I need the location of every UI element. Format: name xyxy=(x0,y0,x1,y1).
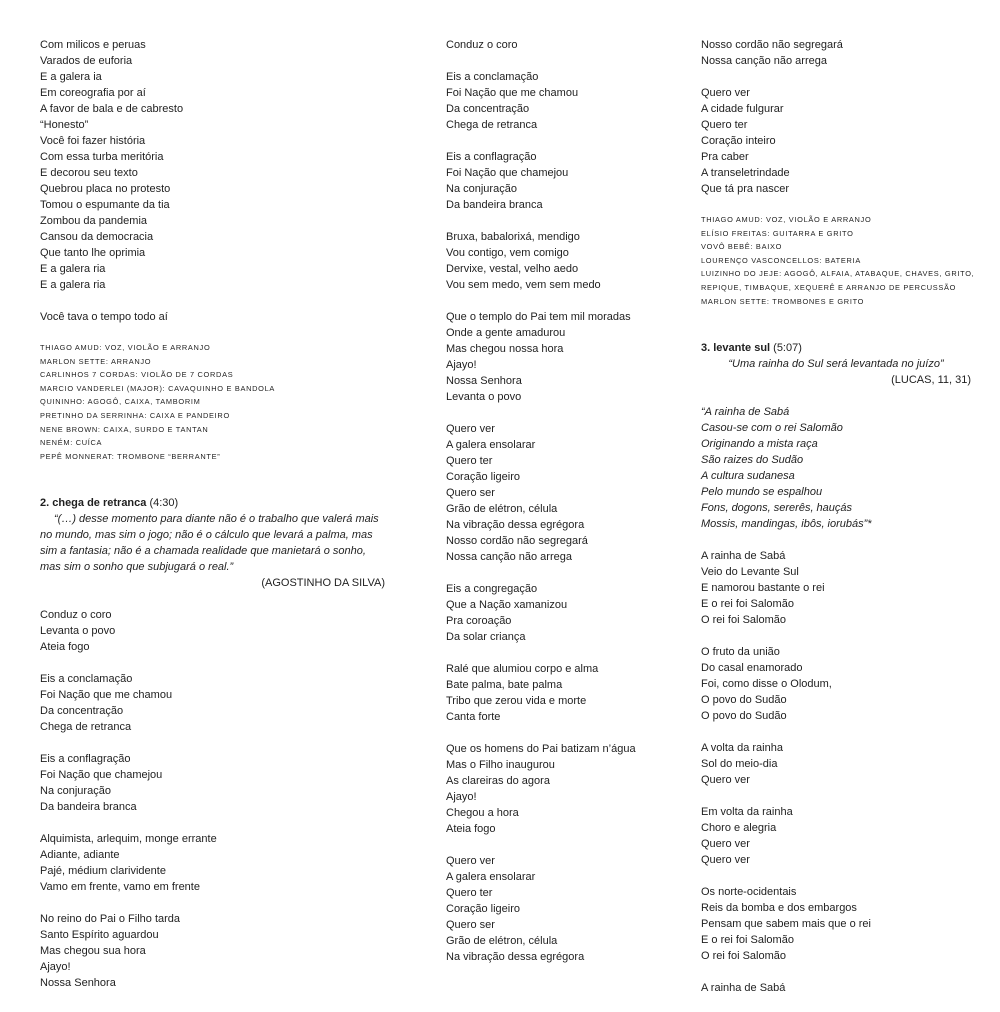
lyric-line: Nossa Senhora xyxy=(446,375,522,387)
lyric-line: Pensam que sabem mais que o rei xyxy=(701,918,871,931)
credit-line: QUININHO: AGOGÔ, CAIXA, TAMBORIM xyxy=(40,397,201,407)
lyrics-stanza xyxy=(446,309,686,405)
credit-line: THIAGO AMUD: VOZ, VIOLÃO E ARRANJO xyxy=(40,343,211,352)
lyric-line: Coração inteiro xyxy=(701,135,776,147)
lyric-line: Nosso cordão não segregará xyxy=(446,535,588,547)
lyric-line: Ajayo! xyxy=(40,961,71,974)
credit-line: MARLON SETTE: TROMBONES E GRITO xyxy=(701,296,865,306)
lyric-line: Ajayo! xyxy=(446,791,477,803)
lyric-line: Conduz o coro xyxy=(40,609,112,622)
lyric-line: Tribo que zerou vida e morte xyxy=(446,695,587,707)
lyrics-stanza xyxy=(701,740,971,788)
lyric-line: Que a Nação xamanizou xyxy=(446,599,568,611)
lyric-line: Adiante, adiante xyxy=(40,849,120,862)
epigraph-source: (LUCAS, 11, 31) xyxy=(891,374,971,387)
song-title-text: 3. levante sul xyxy=(701,342,771,355)
credit-line: PEPÊ MONNERAT: TROMBONE “BERRANTE” xyxy=(40,451,221,461)
lyric-line: Levanta o povo xyxy=(446,391,522,403)
credits-list xyxy=(40,341,385,463)
quoted-stanza xyxy=(701,404,971,532)
lyric-line: Nossa canção não arrega xyxy=(701,55,827,67)
credit-line: MARCIO VANDERLEI (MAJOR): CAVAQUINHO E BANDOLA xyxy=(40,383,276,393)
lyrics-stanza xyxy=(446,69,686,133)
lyric-line: Foi Nação que me chamou xyxy=(40,689,173,702)
lyric-line: Mas o Filho inaugurou xyxy=(446,759,555,771)
credit-line: ELÍSIO FREITAS: GUITARRA E GRITO xyxy=(701,228,854,238)
lyrics-stanza xyxy=(446,149,686,213)
lyric-line: Choro e alegria xyxy=(701,822,777,835)
credit-line: NENÉM: CUÍCA xyxy=(40,438,103,448)
lyric-line: Quero ver xyxy=(701,854,750,867)
song-title xyxy=(40,495,385,511)
lyric-line: Vamo em frente, vamo em frente xyxy=(40,881,200,894)
lyric-line: Mossis, mandingas, ibôs, iorubás”* xyxy=(701,518,872,531)
lyric-line: E a galera ria xyxy=(40,279,106,291)
credit-line: LOURENÇO VASCONCELLOS: BATERIA xyxy=(701,255,861,265)
lyric-line: Pajé, médium clarividente xyxy=(40,865,166,878)
lyric-line: Canta forte xyxy=(446,711,501,723)
lyrics-stanza xyxy=(40,309,385,325)
lyric-line: A favor de bala e de cabresto xyxy=(40,103,184,115)
lyric-line: Santo Espírito aguardou xyxy=(40,929,159,942)
credits-list xyxy=(701,213,975,308)
lyrics-stanza xyxy=(701,37,971,69)
lyrics-stanza xyxy=(40,831,385,895)
lyric-line: Bruxa, babalorixá, mendigo xyxy=(446,231,580,243)
lyric-line: Quero ter xyxy=(446,455,493,467)
lyric-line: Reis da bomba e dos embargos xyxy=(701,902,857,915)
lyric-line: Fons, dogons, sererês, hauçás xyxy=(701,502,853,515)
lyric-line: Onde a gente amadurou xyxy=(446,327,566,339)
epigraph: “Uma rainha do Sul será levantada no juízo” xyxy=(728,358,944,371)
column-left xyxy=(40,37,385,1007)
epigraph: “(…) desse momento para diante não é o trabalho que valerá mais no mundo, mas sim o jogo; não é o cálculo que levará a palma, mas sim a fantasia; não é a chamada realidade que manietará o sonho, mas sim o sonho que subjugará o real.” xyxy=(40,513,379,574)
credit-line: LUIZINHO DO JEJE: AGOGÔ, ALFAIA, ATABAQUE, CHAVES, GRITO, xyxy=(701,269,975,279)
credit-line: REPIQUE, TIMBAQUE, XEQUERÊ E ARRANJO DE PERCUSSÃO xyxy=(701,282,957,292)
lyric-line: Com essa turba meritória xyxy=(40,151,164,163)
credit-line: VOVÔ BEBÊ: BAIXO xyxy=(701,242,783,252)
credit-line: NENE BROWN: CAIXA, SURDO E TANTAN xyxy=(40,424,209,434)
credit-line: MARLON SETTE: ARRANJO xyxy=(40,356,152,366)
lyric-line: Que o templo do Pai tem mil moradas xyxy=(446,311,631,323)
lyric-line: Chegou a hora xyxy=(446,807,519,819)
lyric-line: Sol do meio-dia xyxy=(701,758,778,771)
lyric-line: Coração ligeiro xyxy=(446,471,520,483)
lyrics-stanza xyxy=(701,548,971,628)
song-title-text: 2. chega de retranca xyxy=(40,497,147,510)
lyric-line: Veio do Levante Sul xyxy=(701,566,799,579)
lyric-line: E a galera ia xyxy=(40,71,102,83)
lyric-line: Da solar criança xyxy=(446,631,526,643)
lyric-line: A cidade fulgurar xyxy=(701,103,784,115)
lyrics-stanza xyxy=(701,85,971,197)
lyric-line: Você tava o tempo todo aí xyxy=(40,311,168,323)
lyric-line: A rainha de Sabá xyxy=(701,982,786,995)
lyric-line: Na conjuração xyxy=(446,183,517,195)
lyric-line: Da concentração xyxy=(446,103,530,115)
lyric-line: Da bandeira branca xyxy=(446,199,543,211)
lyric-line: “A rainha de Sabá xyxy=(701,406,790,419)
lyric-line: Quero ser xyxy=(446,487,495,499)
lyric-line: Quero ter xyxy=(446,887,493,899)
lyric-line: Ralé que alumiou corpo e alma xyxy=(446,663,599,675)
lyric-line: Da concentração xyxy=(40,705,124,718)
lyric-line: E namorou bastante o rei xyxy=(701,582,825,595)
lyrics-stanza xyxy=(446,741,686,837)
lyric-line: Nosso cordão não segregará xyxy=(701,39,843,51)
lyric-line: Nossa Senhora xyxy=(40,977,116,990)
lyric-line: Levanta o povo xyxy=(40,625,116,638)
lyric-line: “Honesto” xyxy=(40,119,89,131)
lyrics-stanza xyxy=(40,37,385,293)
lyric-line: Que os homens do Pai batizam n’água xyxy=(446,743,636,755)
lyric-line: Na conjuração xyxy=(40,785,111,798)
lyric-line: A rainha de Sabá xyxy=(701,550,786,563)
lyric-line: E o rei foi Salomão xyxy=(701,598,794,611)
lyric-line: Alquimista, arlequim, monge errante xyxy=(40,833,217,846)
lyric-line: Que tá pra nascer xyxy=(701,183,790,195)
lyric-line: Cansou da democracia xyxy=(40,231,154,243)
lyrics-stanza xyxy=(40,911,385,991)
lyric-line: Foi Nação que me chamou xyxy=(446,87,579,99)
song-duration: (5:07) xyxy=(773,342,802,355)
lyrics-stanza xyxy=(701,644,971,724)
lyric-line: Pra coroação xyxy=(446,615,512,627)
lyrics-stanza xyxy=(40,671,385,735)
credit-line: PRETINHO DA SERRINHA: CAIXA E PANDEIRO xyxy=(40,410,230,420)
lyric-line: Chega de retranca xyxy=(446,119,538,131)
column-right xyxy=(701,37,975,1012)
lyric-line: Quero ver xyxy=(446,855,495,867)
credit-line: THIAGO AMUD: VOZ, VIOLÃO E ARRANJO xyxy=(701,215,872,224)
lyric-line: E decorou seu texto xyxy=(40,167,138,179)
lyric-line: São raizes do Sudão xyxy=(701,454,804,467)
lyric-line: Ajayo! xyxy=(446,359,477,371)
lyric-line: Eis a conclamação xyxy=(40,673,133,686)
lyric-line: Grão de elétron, célula xyxy=(446,935,558,947)
epigraph-source: (AGOSTINHO DA SILVA) xyxy=(261,577,385,590)
lyric-line: Quebrou placa no protesto xyxy=(40,183,171,195)
lyric-line: Eis a conflagração xyxy=(446,151,537,163)
lyric-line: E a galera ria xyxy=(40,263,106,275)
lyric-line: Em coreografia por aí xyxy=(40,87,146,99)
lyric-line: Ateia fogo xyxy=(446,823,496,835)
lyric-line: Ateia fogo xyxy=(40,641,90,654)
lyrics-stanza xyxy=(446,37,686,53)
lyrics-stanza xyxy=(446,661,686,725)
lyric-line: Pra caber xyxy=(701,151,749,163)
lyric-line: Na vibração dessa egrégora xyxy=(446,519,585,531)
lyric-line: Quero ter xyxy=(701,119,748,131)
column-middle xyxy=(446,37,686,981)
song-title xyxy=(701,340,971,356)
lyric-line: Com milicos e peruas xyxy=(40,39,146,51)
lyric-line: Mas chegou nossa hora xyxy=(446,343,564,355)
lyric-line: A cultura sudanesa xyxy=(701,470,795,483)
lyric-line: Quero ver xyxy=(701,774,750,787)
lyric-line: Originando a mista raça xyxy=(701,438,818,451)
lyrics-stanza xyxy=(40,607,385,655)
lyrics-stanza xyxy=(701,884,971,964)
lyric-line: Quero ser xyxy=(446,919,495,931)
lyric-line: Eis a conflagração xyxy=(40,753,131,766)
lyric-line: A galera ensolarar xyxy=(446,439,536,451)
lyric-line: Quero ver xyxy=(701,87,750,99)
lyric-line: O povo do Sudão xyxy=(701,694,787,707)
lyric-line: Mas chegou sua hora xyxy=(40,945,146,958)
lyric-line: Coração ligeiro xyxy=(446,903,520,915)
credit-line: CARLINHOS 7 CORDAS: VIOLÃO DE 7 CORDAS xyxy=(40,370,234,380)
lyric-line: Tomou o espumante da tia xyxy=(40,199,170,211)
lyric-line: Quero ver xyxy=(446,423,495,435)
lyric-line: Quero ver xyxy=(701,838,750,851)
lyric-line: Em volta da rainha xyxy=(701,806,793,819)
lyrics-stanza xyxy=(446,421,686,565)
lyric-line: A volta da rainha xyxy=(701,742,783,755)
lyric-line: As clareiras do agora xyxy=(446,775,550,787)
lyric-line: Chega de retranca xyxy=(40,721,132,734)
lyrics-stanza xyxy=(446,229,686,293)
lyric-line: Foi Nação que chamejou xyxy=(446,167,569,179)
lyric-line: Dervixe, vestal, velho aedo xyxy=(446,263,579,275)
lyrics-stanza xyxy=(446,581,686,645)
lyric-line: A galera ensolarar xyxy=(446,871,536,883)
lyric-line: Os norte-ocidentais xyxy=(701,886,797,899)
lyric-line: Foi, como disse o Olodum, xyxy=(701,678,832,691)
lyric-line: Eis a conclamação xyxy=(446,71,539,83)
lyric-line: O povo do Sudão xyxy=(701,710,787,723)
lyric-line: O fruto da união xyxy=(701,646,780,659)
lyric-line: Você foi fazer história xyxy=(40,135,146,147)
lyrics-stanza xyxy=(701,980,971,996)
lyric-line: Eis a congregação xyxy=(446,583,538,595)
lyric-line: O rei foi Salomão xyxy=(701,950,786,963)
lyric-line: Varados de euforia xyxy=(40,55,133,67)
lyric-line: No reino do Pai o Filho tarda xyxy=(40,913,181,926)
lyric-line: Do casal enamorado xyxy=(701,662,803,675)
lyric-line: Casou-se com o rei Salomão xyxy=(701,422,843,435)
lyric-line: Pelo mundo se espalhou xyxy=(701,486,823,499)
lyric-line: Nossa canção não arrega xyxy=(446,551,572,563)
lyric-line: Grão de elétron, célula xyxy=(446,503,558,515)
lyric-line: O rei foi Salomão xyxy=(701,614,786,627)
lyrics-stanza xyxy=(40,751,385,815)
song-duration: (4:30) xyxy=(149,497,179,510)
lyrics-stanza xyxy=(446,853,686,965)
lyric-line: Foi Nação que chamejou xyxy=(40,769,163,782)
lyric-line: Que tanto lhe oprimia xyxy=(40,247,146,259)
lyric-line: E o rei foi Salomão xyxy=(701,934,794,947)
lyric-line: A transeletrindade xyxy=(701,167,790,179)
lyric-line: Bate palma, bate palma xyxy=(446,679,563,691)
lyrics-stanza xyxy=(701,804,971,868)
lyric-line: Vou contigo, vem comigo xyxy=(446,247,569,259)
lyric-line: Da bandeira branca xyxy=(40,801,137,814)
lyric-line: Conduz o coro xyxy=(446,39,518,51)
lyric-line: Vou sem medo, vem sem medo xyxy=(446,279,601,291)
lyric-line: Zombou da pandemia xyxy=(40,215,148,227)
lyric-line: Na vibração dessa egrégora xyxy=(446,951,585,963)
